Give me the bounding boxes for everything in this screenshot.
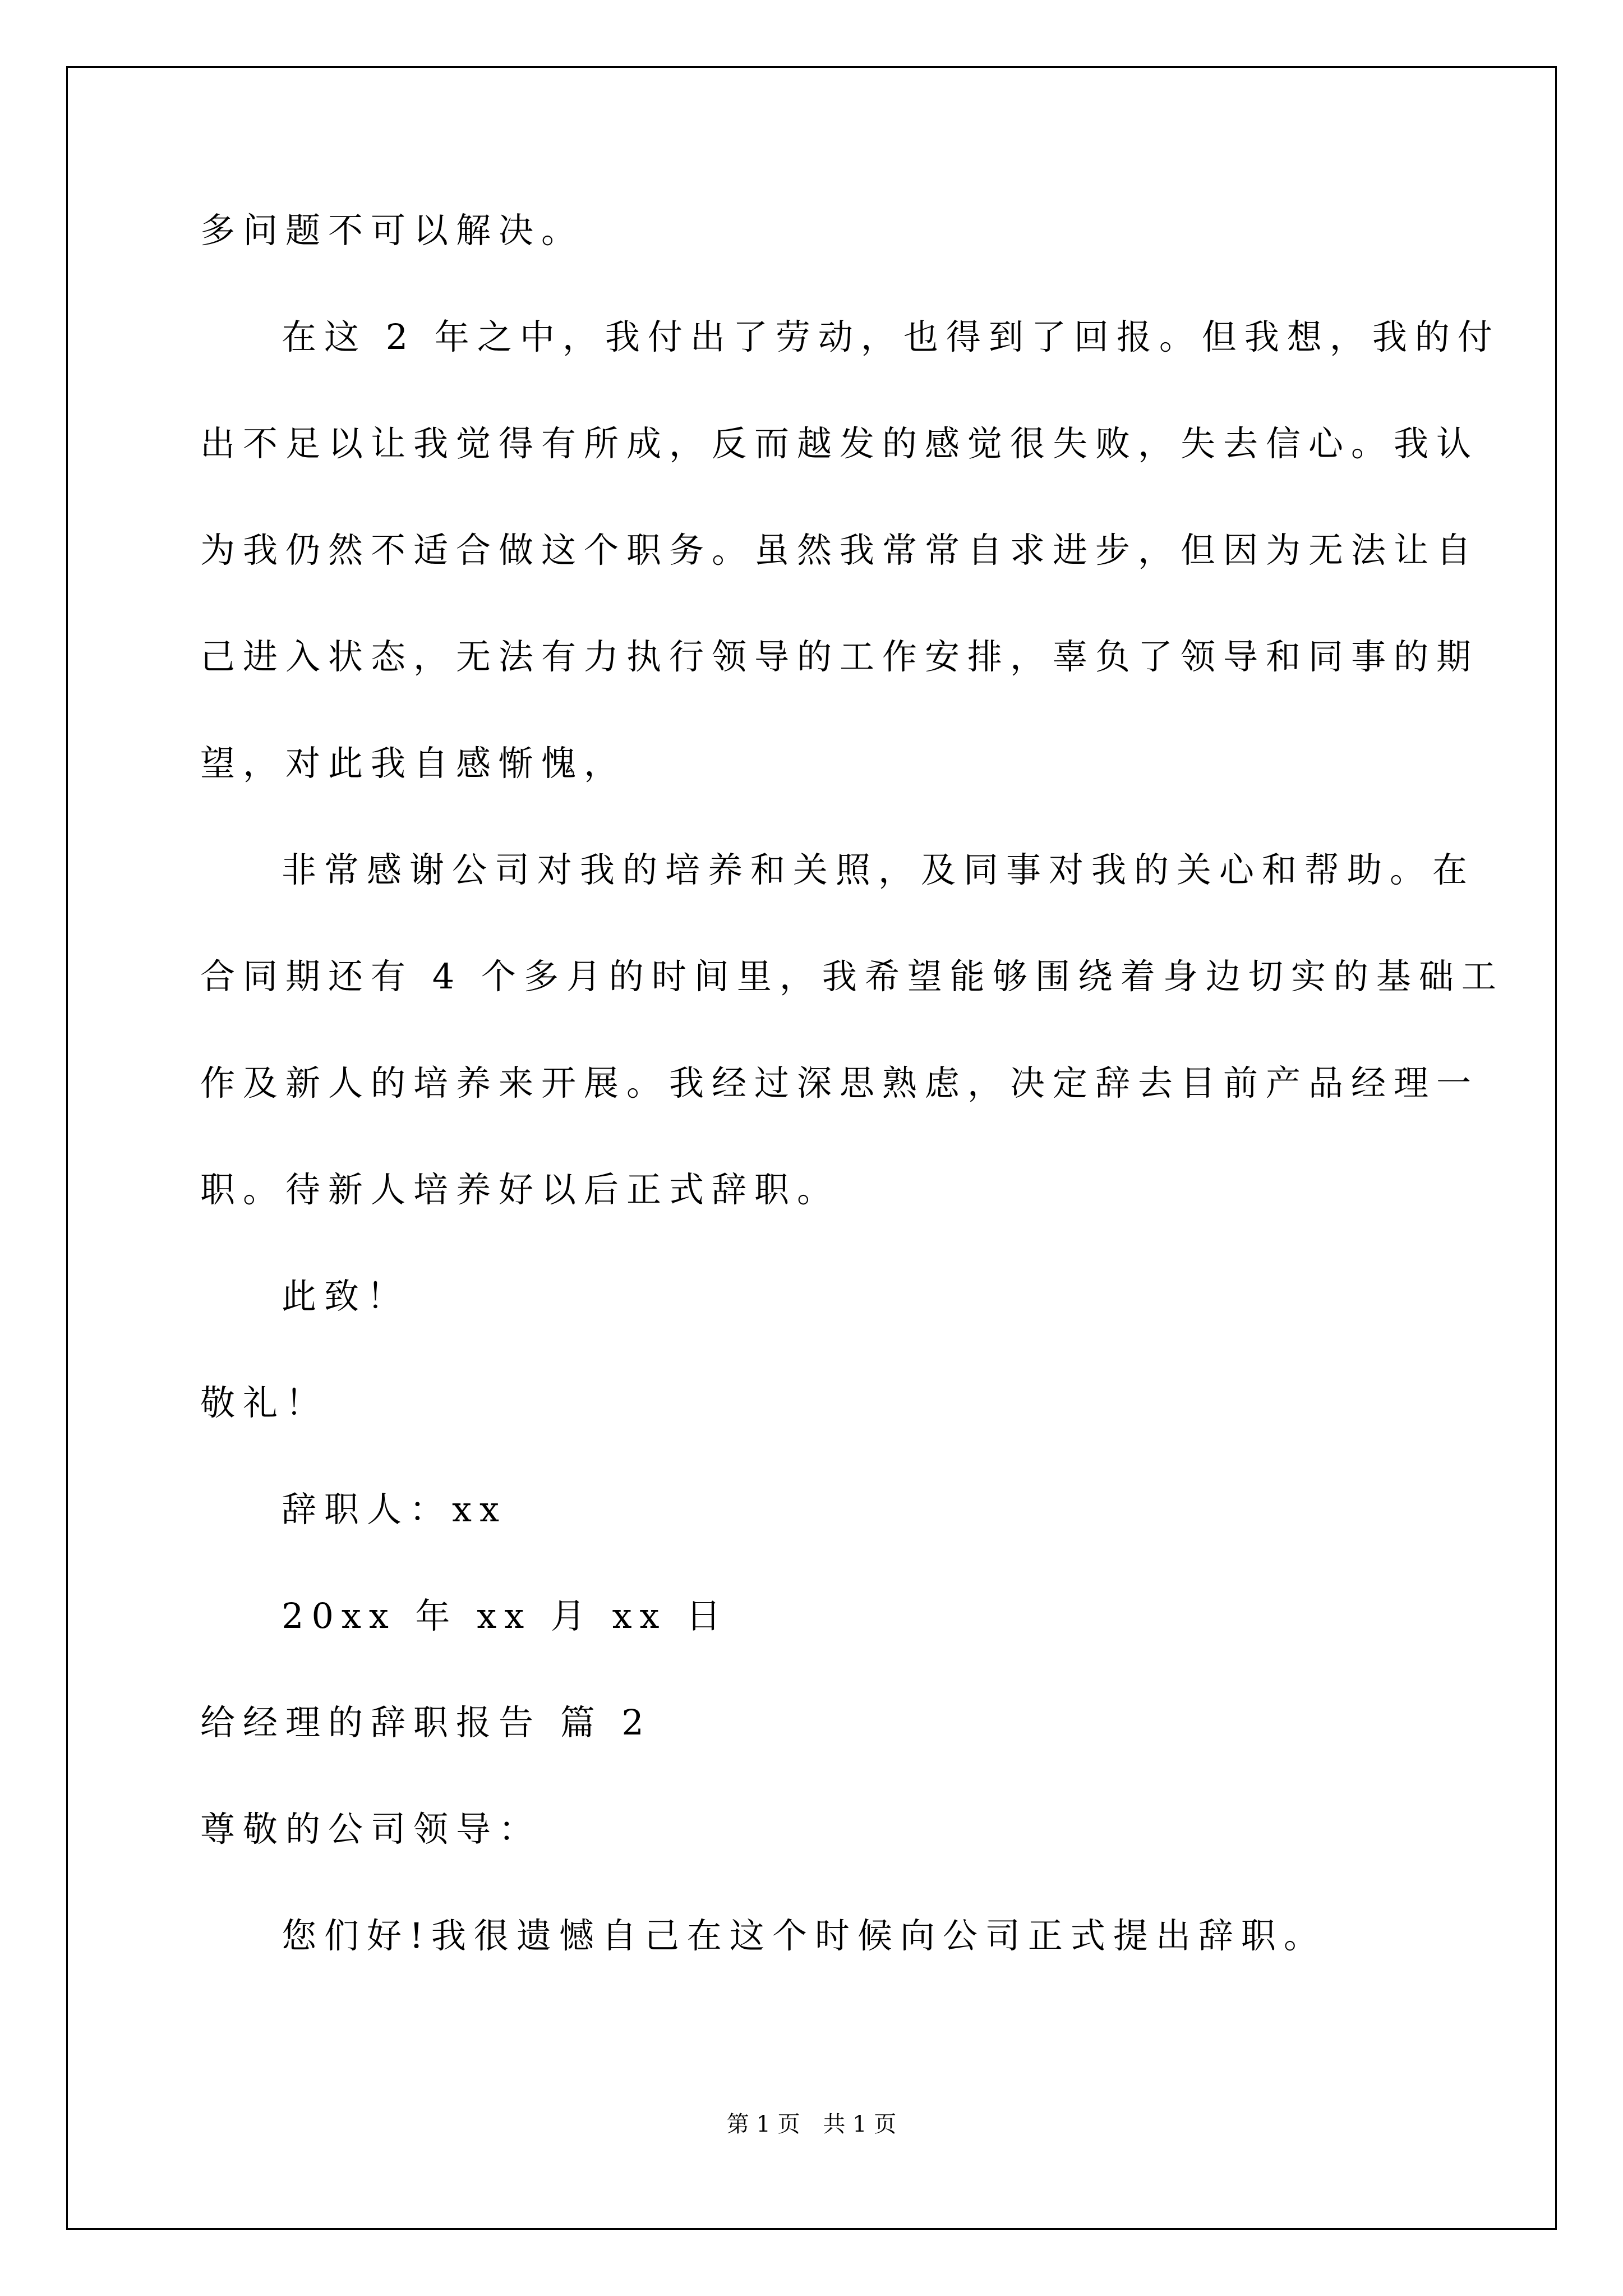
closing-regards: 敬礼！ (200, 1382, 329, 1423)
page-footer (0, 2112, 1623, 2137)
text-line: 为我仍然不适合做这个职务。虽然我常常自求进步，但因为无法让自 (200, 530, 1479, 570)
section-heading: 给经理的辞职报告 篇 2 (200, 1702, 652, 1743)
text-line: 在这 2 年之中，我付出了劳动，也得到了回报。但我想，我的付 (282, 316, 1500, 357)
text-line: 多问题不可以解决。 (200, 210, 584, 251)
text-line: 非常感谢公司对我的培养和关照，及同事对我的关心和帮助。在 (282, 849, 1476, 890)
signature-line: 辞职人：xx (282, 1489, 507, 1530)
document-body (200, 210, 1504, 2025)
text-line: 您们好!我很遗憾自己在这个时候向公司正式提出辞职。 (282, 1915, 1326, 1956)
text-line: 己进入状态，无法有力执行领导的工作安排，辜负了领导和同事的期 (200, 636, 1479, 677)
text-line: 合同期还有 4 个多月的时间里，我希望能够围绕着身边切实的基础工 (200, 956, 1504, 997)
text-line: 望，对此我自感惭愧， (200, 743, 627, 784)
text-line: 职。待新人培养好以后正式辞职。 (200, 1169, 840, 1210)
page-number: 第 1 页 (726, 2111, 800, 2137)
page-total: 共 1 页 (823, 2111, 897, 2137)
text-line: 出不足以让我觉得有所成，反而越发的感觉很失败，失去信心。我认 (200, 423, 1479, 464)
greeting-line: 尊敬的公司领导： (200, 1809, 542, 1849)
closing-salutation: 此致！ (282, 1276, 410, 1317)
text-line: 作及新人的培养来开展。我经过深思熟虑，决定辞去目前产品经理一 (200, 1062, 1479, 1103)
date-line: 20xx 年 xx 月 xx 日 (282, 1595, 729, 1636)
